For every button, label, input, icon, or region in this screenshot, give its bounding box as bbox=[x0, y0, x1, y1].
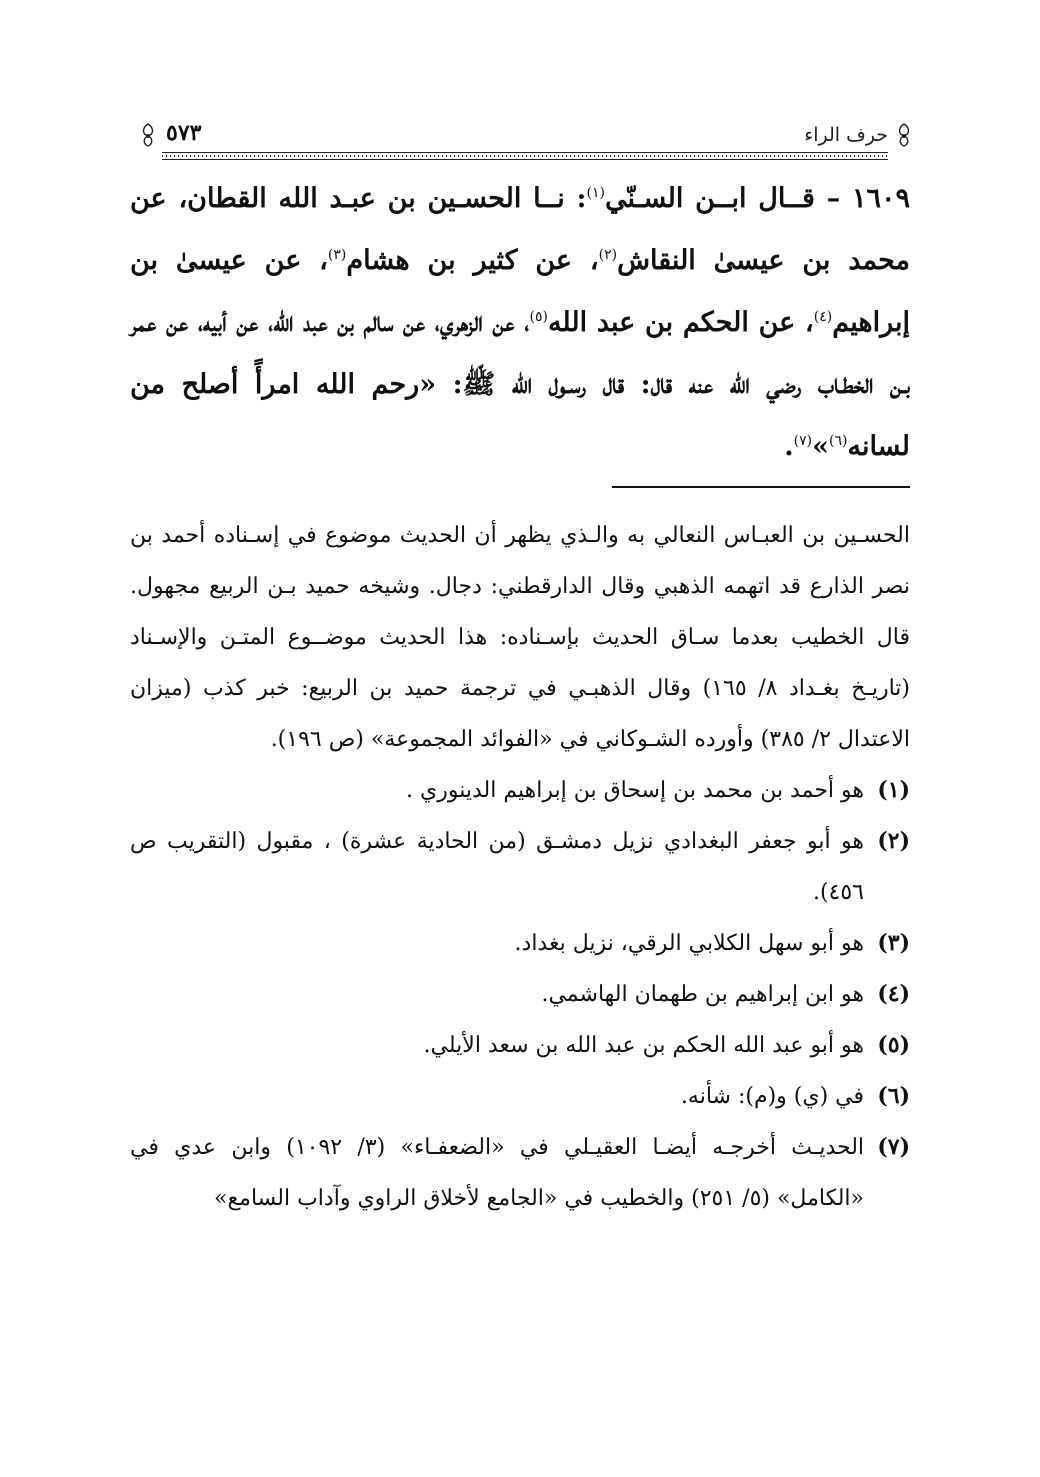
hadith-paragraph bbox=[130, 168, 910, 478]
chapter-title: حرف الراء bbox=[804, 124, 888, 146]
footnote-text: هو أبو جعفر البغدادي نزيل دمشـق (من الحادية عشرة) ، مقبول (التقريب ص ٤٥٦). bbox=[130, 829, 864, 905]
footnote-ref[interactable]: (١) bbox=[586, 185, 605, 201]
hadith-part: ، عن الحكم بن عبد الله bbox=[547, 307, 814, 338]
hadith-part: : نــا الحسـين بن عبـد الله القطان، عن محمد بن عيسىٰ النقاش bbox=[130, 183, 910, 276]
footnote-ref[interactable]: (٥) bbox=[529, 309, 548, 325]
footnote-ref[interactable]: (٢) bbox=[598, 247, 618, 263]
footnote-item bbox=[130, 969, 910, 1020]
footnote-ref[interactable]: (٣) bbox=[327, 247, 347, 263]
footnote-text: هو أحمد بن محمد بن إسحاق بن إبراهيم الدينوري . bbox=[406, 778, 864, 803]
footnote-item bbox=[130, 1122, 910, 1224]
hadith-part: ، عن الزهري، عن سالم بن عبد الله، عن أبيه، عن عمر بـن الخطـاب رضي الله عنه قال: قال رسـول الله ﷺ: bbox=[130, 307, 910, 400]
footnote-number: (٣) bbox=[877, 930, 910, 956]
footnote-item bbox=[130, 1071, 910, 1122]
footnote-text: هو ابن إبراهيم بن طهمان الهاشمي. bbox=[541, 982, 864, 1007]
footnote-separator bbox=[612, 486, 910, 488]
hadith-end: . bbox=[784, 431, 794, 462]
footnote-number: (٧) bbox=[877, 1134, 910, 1160]
footnote-number: (٤) bbox=[877, 981, 910, 1007]
prophetic-quote: «رحم الله امرأً أصلح من لسانه bbox=[130, 369, 910, 462]
footnote-number: (٦) bbox=[877, 1083, 910, 1109]
footnotes bbox=[130, 510, 910, 1224]
hadith-part: قــال ابــن السـنّي bbox=[604, 183, 815, 214]
footnote-number: (١) bbox=[877, 777, 910, 803]
footnote-item bbox=[130, 765, 910, 816]
footnote-ref[interactable]: (٦) bbox=[829, 433, 848, 449]
footnote-number: (٢) bbox=[877, 828, 910, 854]
footnote-text: في (ي) و(م): شأنه. bbox=[680, 1084, 864, 1109]
page-number: ٥٧٣ bbox=[166, 120, 202, 146]
ornament-icon bbox=[138, 122, 158, 148]
footnote-item bbox=[130, 1020, 910, 1071]
hadith-number: ١٦٠٩ – bbox=[826, 183, 910, 214]
hadith-part: ، عن كثير بن هشام bbox=[346, 245, 599, 276]
hadith-part: ، عن عيسىٰ بن إبراهيم bbox=[130, 245, 910, 338]
footnote-item bbox=[130, 816, 910, 918]
footnote-item bbox=[130, 918, 910, 969]
footnote-text: الحديـث أخرجـه أيضـا العقيـلي في «الضعفـاء» (٣/ ١٠٩٢) وابن عدي في «الكامل» (٥/ ٢٥١) والخطيب في «الجامع لأخلاق الراوي وآداب السامع» bbox=[130, 1135, 865, 1211]
footnote-ref[interactable]: (٧) bbox=[793, 433, 813, 449]
footnote-number: (٥) bbox=[877, 1032, 910, 1058]
ornament-icon bbox=[894, 122, 914, 148]
hadith-text bbox=[130, 168, 910, 478]
continued-note: الحسـين بن العبـاس النعالي به والـذي يظهر أن الحديث موضوع في إسـناده أحمد بن نصر الذارع قد اتهمه الذهبي وقال الدارقطني: دجال. وشيخه حميد بـن الربيع مجهول. قال الخطيب بعدما سـاق الحديث بإسـناده: هذا الحديث موضــوع المتـن والإسـناد (تاريـخ بغـداد ٨/ ١٦٥) وقال الذهبـي في ترجمة حميد بن الربيع: خبر كذب (ميزان الاعتدال ٢/ ٣٨٥) وأورده الشـوكاني في «الفوائد المجموعة» (ص ١٩٦). bbox=[130, 523, 910, 752]
footnote-text: هو أبو سهل الكلابي الرقي، نزيل بغداد. bbox=[514, 931, 864, 956]
header-rule bbox=[162, 152, 888, 160]
footnote-text: هو أبو عبد الله الحكم بن عبد الله بن سعد الأيلي. bbox=[423, 1033, 864, 1058]
footnote-ref[interactable]: (٤) bbox=[813, 309, 833, 325]
page-header bbox=[140, 118, 910, 160]
quote-close: » bbox=[812, 431, 829, 462]
